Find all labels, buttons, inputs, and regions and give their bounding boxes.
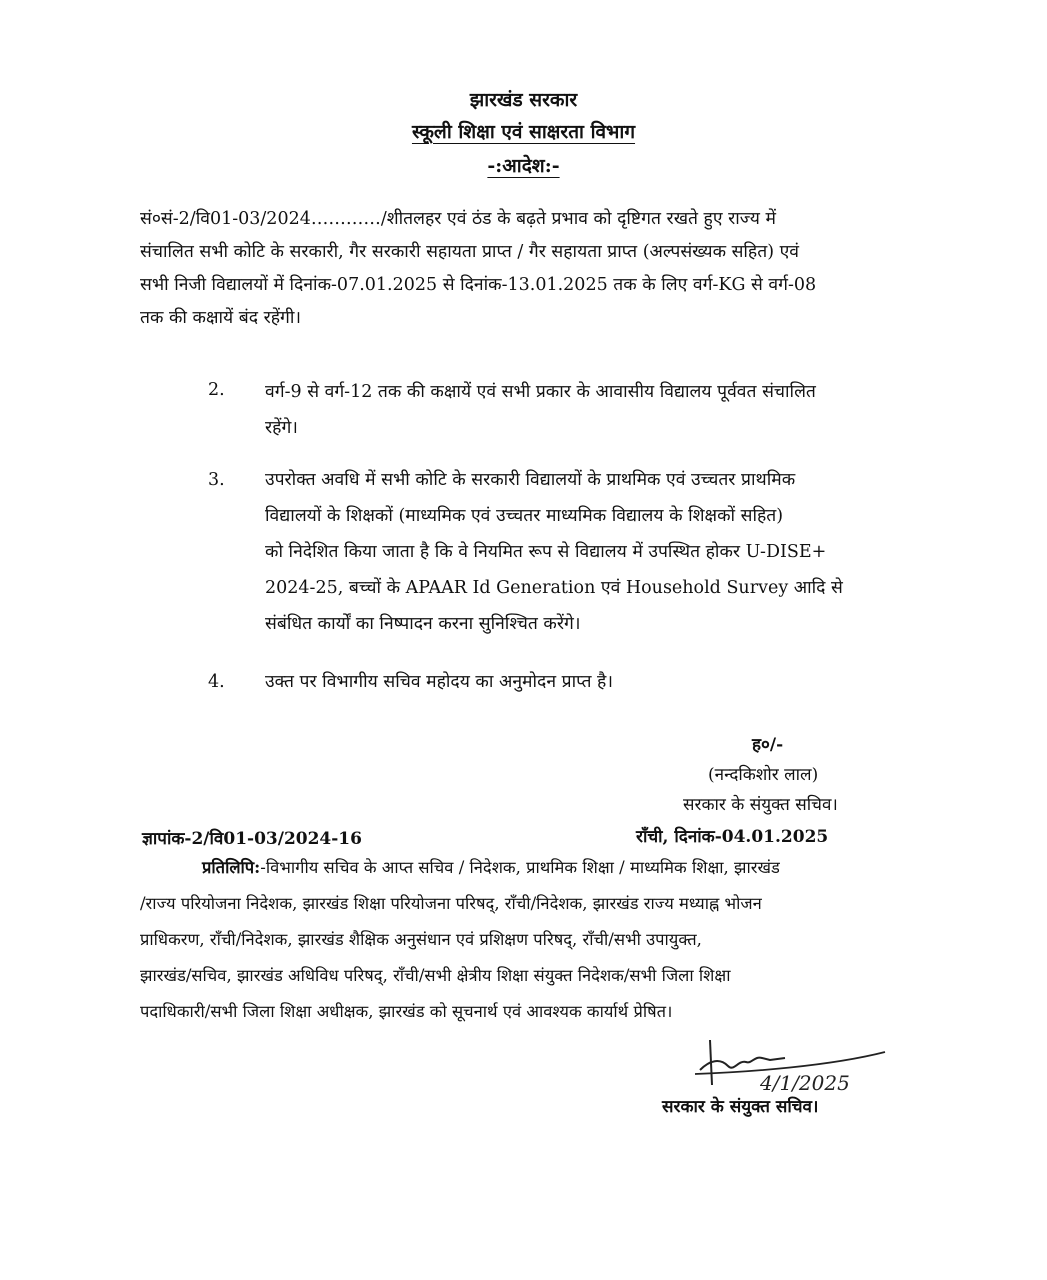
department-title: स्कूली शिक्षा एवं साक्षरता विभाग xyxy=(411,121,636,143)
government-heading: झारखंड सरकार xyxy=(469,89,578,111)
point-3-text xyxy=(265,462,890,642)
memo-place-date: राँची, दिनांक-04.01.2025 xyxy=(636,827,829,847)
point-line: 2024-25, बच्चों के APAAR Id Generation एवं Household Survey आदि से xyxy=(265,578,843,598)
copy-to-label: प्रतिलिपि: xyxy=(202,858,261,877)
copy-to-text: -विभागीय सचिव के आप्त सचिव / निदेशक, प्राथमिक शिक्षा / माध्यमिक शिक्षा, झारखंड xyxy=(260,858,780,877)
handwritten-date: 4/1/2025 xyxy=(760,1071,850,1095)
main-paragraph-line: सं०सं-2/वि01-03/2024…………/शीतलहर एवं ठंड के बढ़ते प्रभाव को दृष्टिगत रखते हुए राज्य में xyxy=(140,209,776,229)
order-heading xyxy=(0,152,1047,178)
point-line: को निदेशित किया जाता है कि वे नियमित रूप से विद्यालय में उपस्थित होकर U-DISE+ xyxy=(265,542,827,562)
copy-to-line: झारखंड/सचिव, झारखंड अधिविध परिषद्, राँची/सभी क्षेत्रीय शिक्षा संयुक्त निदेशक/सभी जिला शिक्षा xyxy=(140,966,731,985)
signatory-designation: सरकार के संयुक्त सचिव। xyxy=(683,795,838,815)
copy-to-section xyxy=(140,850,890,1030)
point-line: उपरोक्त अवधि में सभी कोटि के सरकारी विद्यालयों के प्राथमिक एवं उच्चतर प्राथमिक xyxy=(265,470,796,490)
main-paragraph-line: संचालित सभी कोटि के सरकारी, गैर सरकारी सहायता प्राप्त / गैर सहायता प्राप्त (अल्पसंख्यक सहित) एवं xyxy=(140,242,799,262)
memo-number: ज्ञापांक-2/वि01-03/2024-16 xyxy=(142,829,362,849)
final-designation: सरकार के संयुक्त सचिव। xyxy=(662,1097,819,1117)
point-line: संबंधित कार्यों का निष्पादन करना सुनिश्चित करेंगे। xyxy=(265,614,581,634)
point-4-number: 4. xyxy=(208,672,225,692)
order-title: -:आदेश:- xyxy=(487,155,560,177)
main-paragraph xyxy=(140,203,888,335)
copy-to-line: /राज्य परियोजना निदेशक, झारखंड शिक्षा परियोजना परिषद्, राँची/निदेशक, झारखंड राज्य मध्याह्न भोजन xyxy=(140,894,762,913)
main-paragraph-line: तक की कक्षायें बंद रहेंगी। xyxy=(140,308,302,328)
point-3-number: 3. xyxy=(208,470,225,490)
handwritten-signature xyxy=(690,1030,890,1100)
copy-to-line: प्राधिकरण, राँची/निदेशक, झारखंड शैक्षिक अनुसंधान एवं प्रशिक्षण परिषद्, राँची/सभी उपायुक्त, xyxy=(140,930,702,949)
copy-to-line xyxy=(140,850,890,886)
point-2-text xyxy=(265,374,890,446)
point-line: उक्त पर विभागीय सचिव महोदय का अनुमोदन प्राप्त है। xyxy=(265,672,613,692)
point-line: रहेंगे। xyxy=(265,418,298,438)
copy-to-line: पदाधिकारी/सभी जिला शिक्षा अधीक्षक, झारखंड को सूचनार्थ एवं आवश्यक कार्यार्थ प्रेषित। xyxy=(140,1002,673,1021)
point-line: विद्यालयों के शिक्षकों (माध्यमिक एवं उच्चतर माध्यमिक विद्यालय के शिक्षकों सहित) xyxy=(265,506,784,526)
signatory-name: (नन्दकिशोर लाल) xyxy=(708,765,819,785)
signed-mark: ह०/- xyxy=(752,735,784,755)
point-2-number: 2. xyxy=(208,380,225,400)
point-4-text xyxy=(265,664,890,700)
main-paragraph-line: सभी निजी विद्यालयों में दिनांक-07.01.2025 से दिनांक-13.01.2025 तक के लिए वर्ग-KG से वर्ग-08 xyxy=(140,275,817,295)
department-heading xyxy=(0,118,1047,144)
point-line: वर्ग-9 से वर्ग-12 तक की कक्षायें एवं सभी प्रकार के आवासीय विद्यालय पूर्ववत संचालित xyxy=(265,382,816,402)
